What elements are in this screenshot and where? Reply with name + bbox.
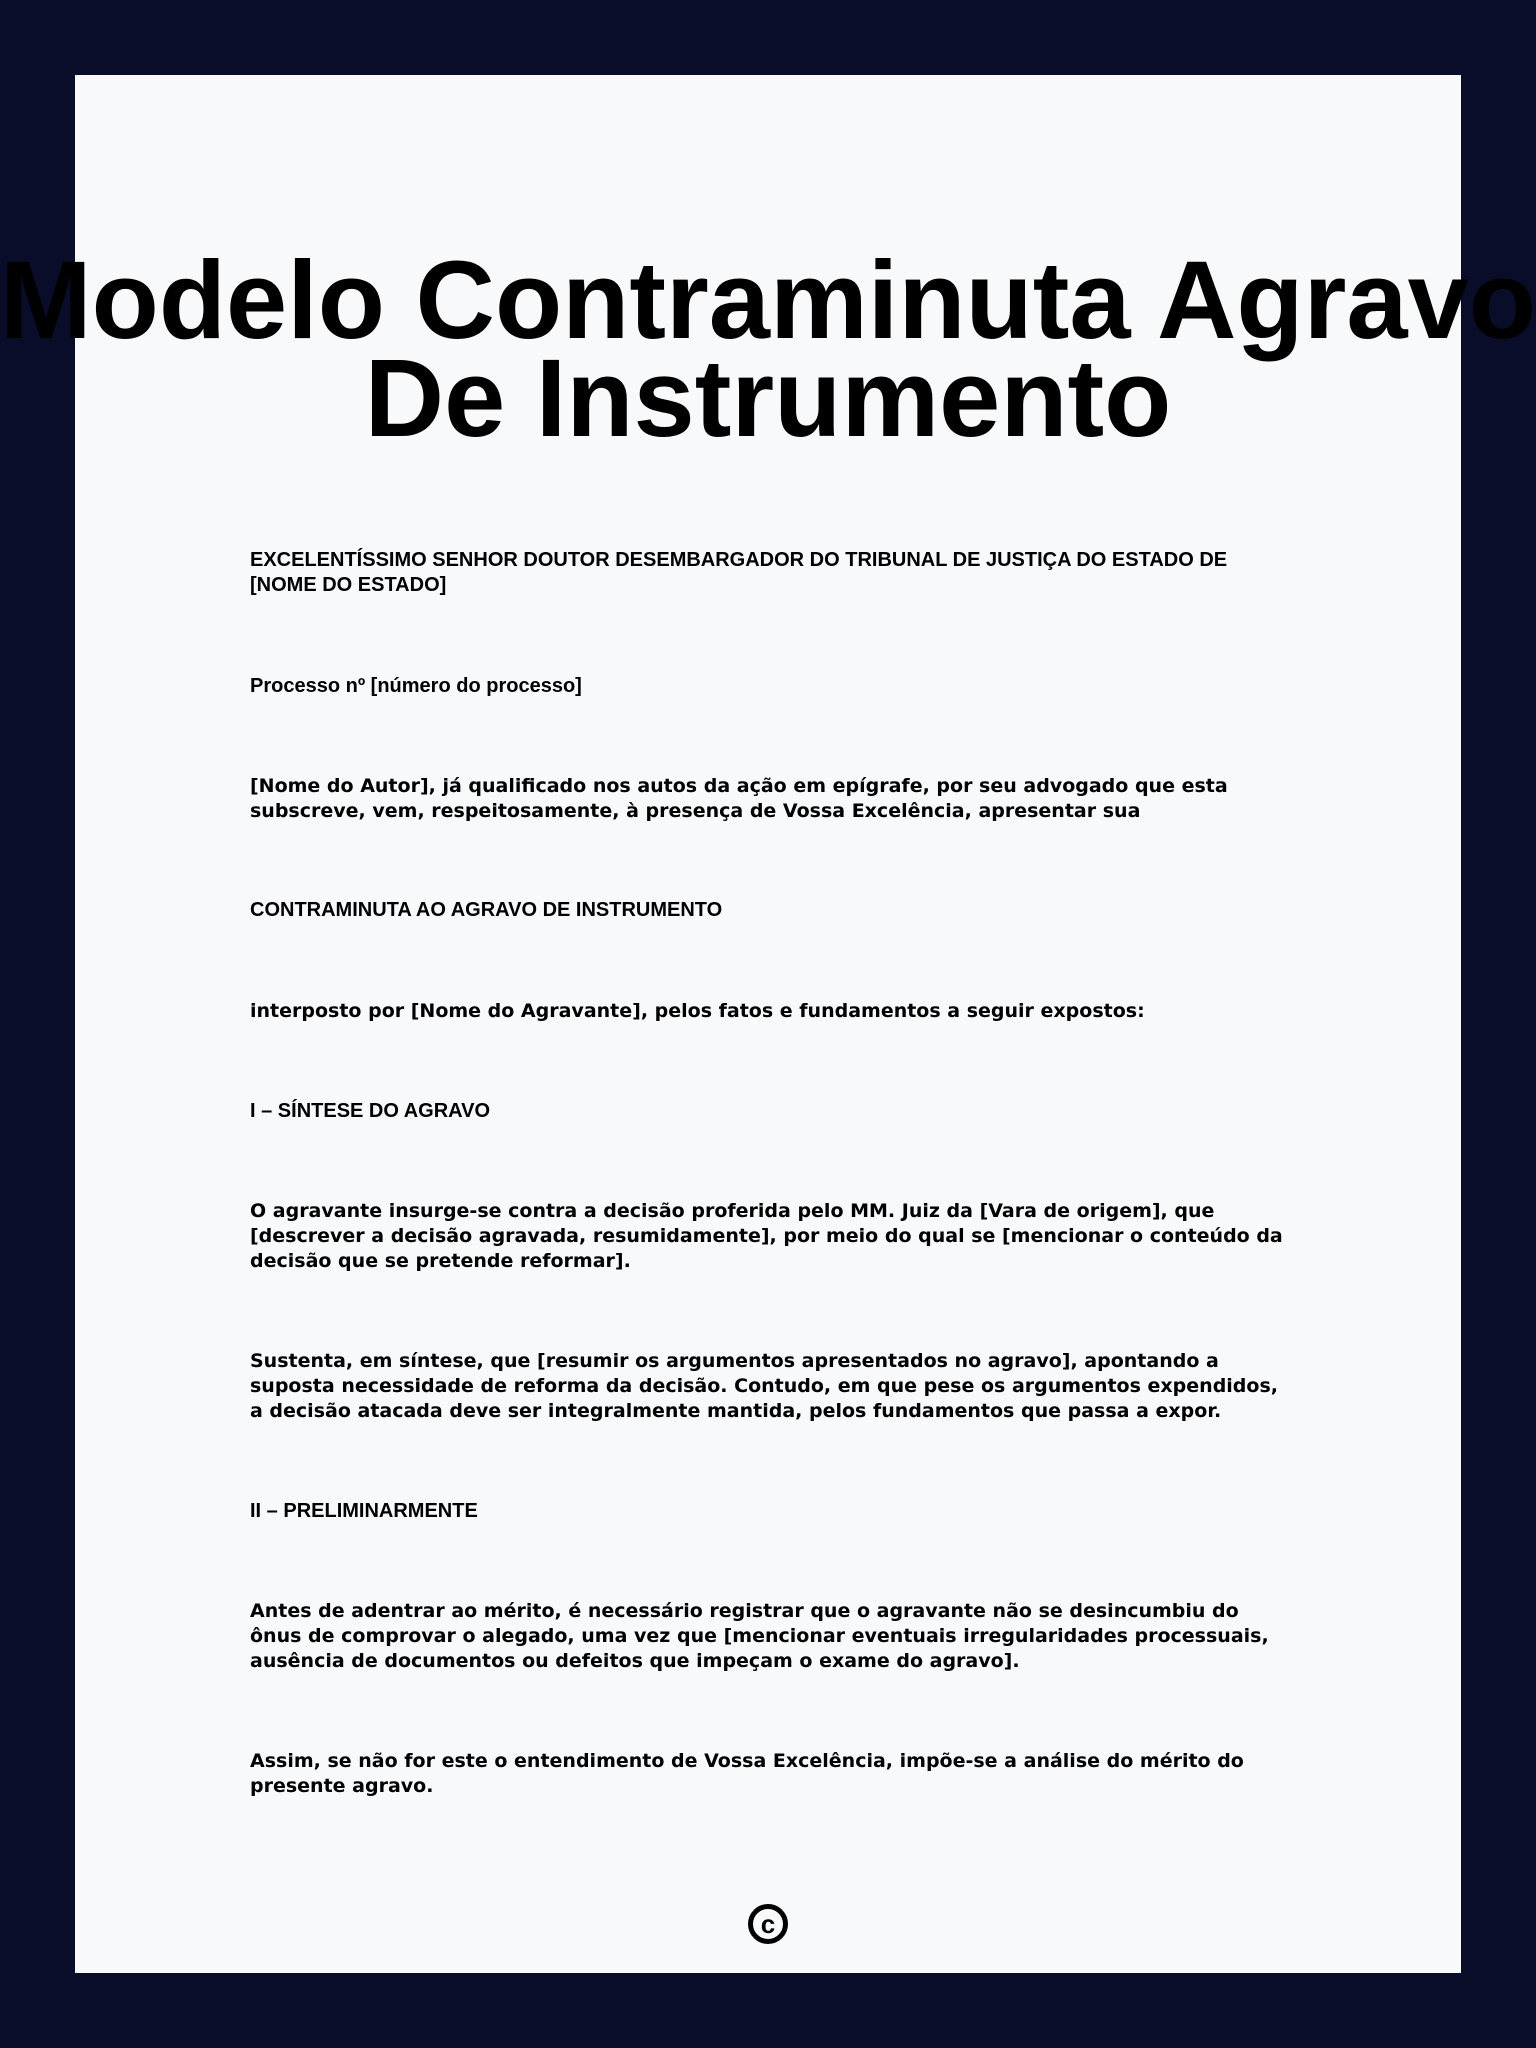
interposed-paragraph: interposto por [Nome do Agravante], pelos fatos e fundamentos a seguir expostos: [250,1000,1145,1022]
preliminar-paragraph-2: Assim, se não for este o entendimento de Vossa Excelência, impõe-se a análise do mérito do presente agravo. [250,1750,1244,1797]
section-heading-sintese: I – SÍNTESE DO AGRAVO [250,1100,491,1122]
sintese-paragraph-1: O agravante insurge-se contra a decisão proferida pelo MM. Juiz da [Vara de origem], que [descrever a decisão agravada, resumidamente], por meio do qual se [mencionar o conteúdo da decisão que se pretende reformar]. [250,1200,1283,1272]
section-heading-contraminuta: CONTRAMINUTA AO AGRAVO DE INSTRUMENTO [250,899,723,921]
preliminar-paragraph-1: Antes de adentrar ao mérito, é necessário registrar que o agravante não se desincumbiu do ônus de comprovar o alegado, uma vez que [mencionar eventuais irregularidades processuais, ausência de documentos ou defeitos que impeçam o exame do agravo]. [250,1600,1269,1672]
intro-paragraph: [Nome do Autor], já qualificado nos autos da ação em epígrafe, por seu advogado que esta subscreve, vem, respeitosamente, à presença de Vossa Excelência, apresentar sua [250,775,1228,822]
section-heading-preliminarmente: II – PRELIMINARMENTE [250,1500,478,1522]
copyright-icon: c [748,1904,788,1944]
document-title: Modelo Contraminuta Agravo De Instrumento [0,239,1536,460]
addressee-paragraph: EXCELENTÍSSIMO SENHOR DOUTOR DESEMBARGADOR DO TRIBUNAL DE JUSTIÇA DO ESTADO DE [NOME DO ESTADO] [250,549,1228,596]
sintese-paragraph-2: Sustenta, em síntese, que [resumir os argumentos apresentados no agravo], apontando a suposta necessidade de reforma da decisão. Contudo, em que pese os argumentos expendidos, a decisão atacada deve ser integralmente mantida, pelos fundamentos que passa a expor. [250,1350,1278,1422]
process-number-paragraph: Processo nº [número do processo] [250,675,582,697]
